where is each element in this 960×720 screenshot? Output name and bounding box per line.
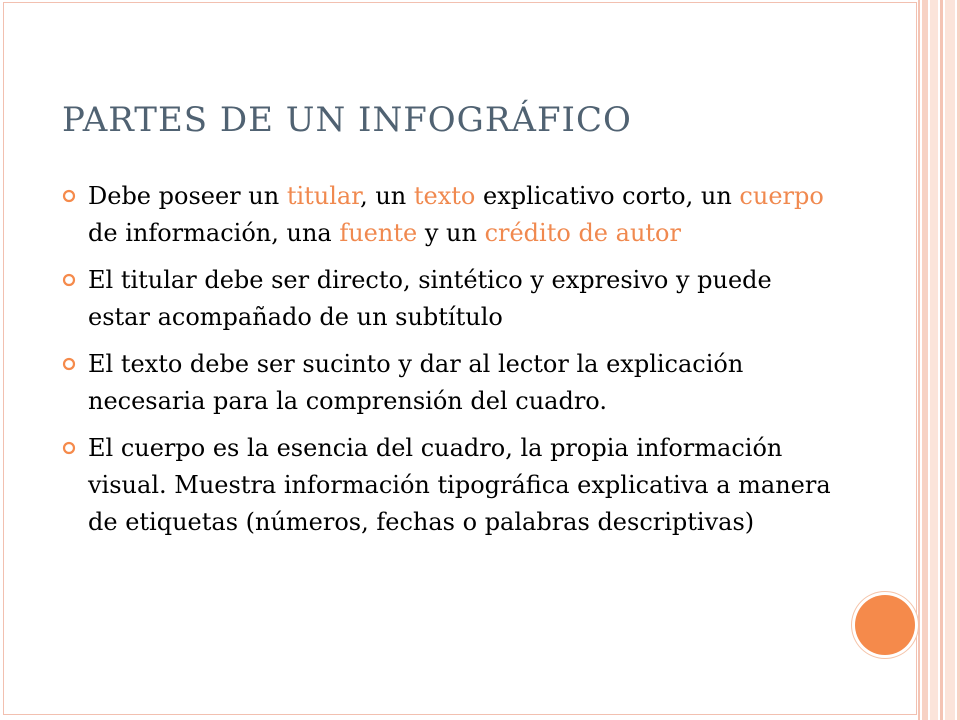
- decorative-stripes: [918, 0, 960, 720]
- bullet-item: [62, 346, 832, 420]
- orange-ring-bullet-icon: [62, 357, 76, 371]
- stripe: [945, 0, 955, 720]
- stripe: [918, 0, 920, 720]
- bullet-item: [62, 430, 832, 541]
- slide-title: PARTES DE UN INFOGRÁFICO: [62, 100, 632, 140]
- bullet-text: Debe poseer un: [88, 182, 287, 210]
- bullet-item: [62, 262, 832, 336]
- orange-ring-bullet-icon: [62, 273, 76, 287]
- highlighted-term: titular: [286, 182, 361, 210]
- highlighted-term: cuerpo: [739, 182, 824, 210]
- bullet-text: , un: [360, 182, 414, 210]
- highlighted-term: fuente: [339, 219, 418, 247]
- stripe: [930, 0, 938, 720]
- stripe: [940, 0, 943, 720]
- orange-ring-bullet-icon: [62, 441, 76, 455]
- highlighted-term: texto: [413, 182, 476, 210]
- bullet-text: El cuerpo es la esencia del cuadro, la propia información visual. Muestra información tipográfica explicativa a manera de etiquetas (números, fechas o palabras descriptivas): [88, 434, 831, 536]
- bullet-text: El titular debe ser directo, sintético y expresivo y puede estar acompañado de un subtítulo: [88, 266, 772, 331]
- bullet-text: y un: [417, 219, 485, 247]
- bullet-text: de información, una: [88, 219, 340, 247]
- bullet-text: explicativo corto, un: [475, 182, 740, 210]
- stripe: [922, 0, 928, 720]
- bullet-item: [62, 178, 832, 252]
- bullet-text: El texto debe ser sucinto y dar al lector la explicación necesaria para la comprensión del cuadro.: [88, 350, 744, 415]
- accent-circle: [855, 595, 915, 655]
- bullet-list: [62, 178, 832, 551]
- highlighted-term: crédito de autor: [484, 219, 681, 247]
- orange-ring-bullet-icon: [62, 189, 76, 203]
